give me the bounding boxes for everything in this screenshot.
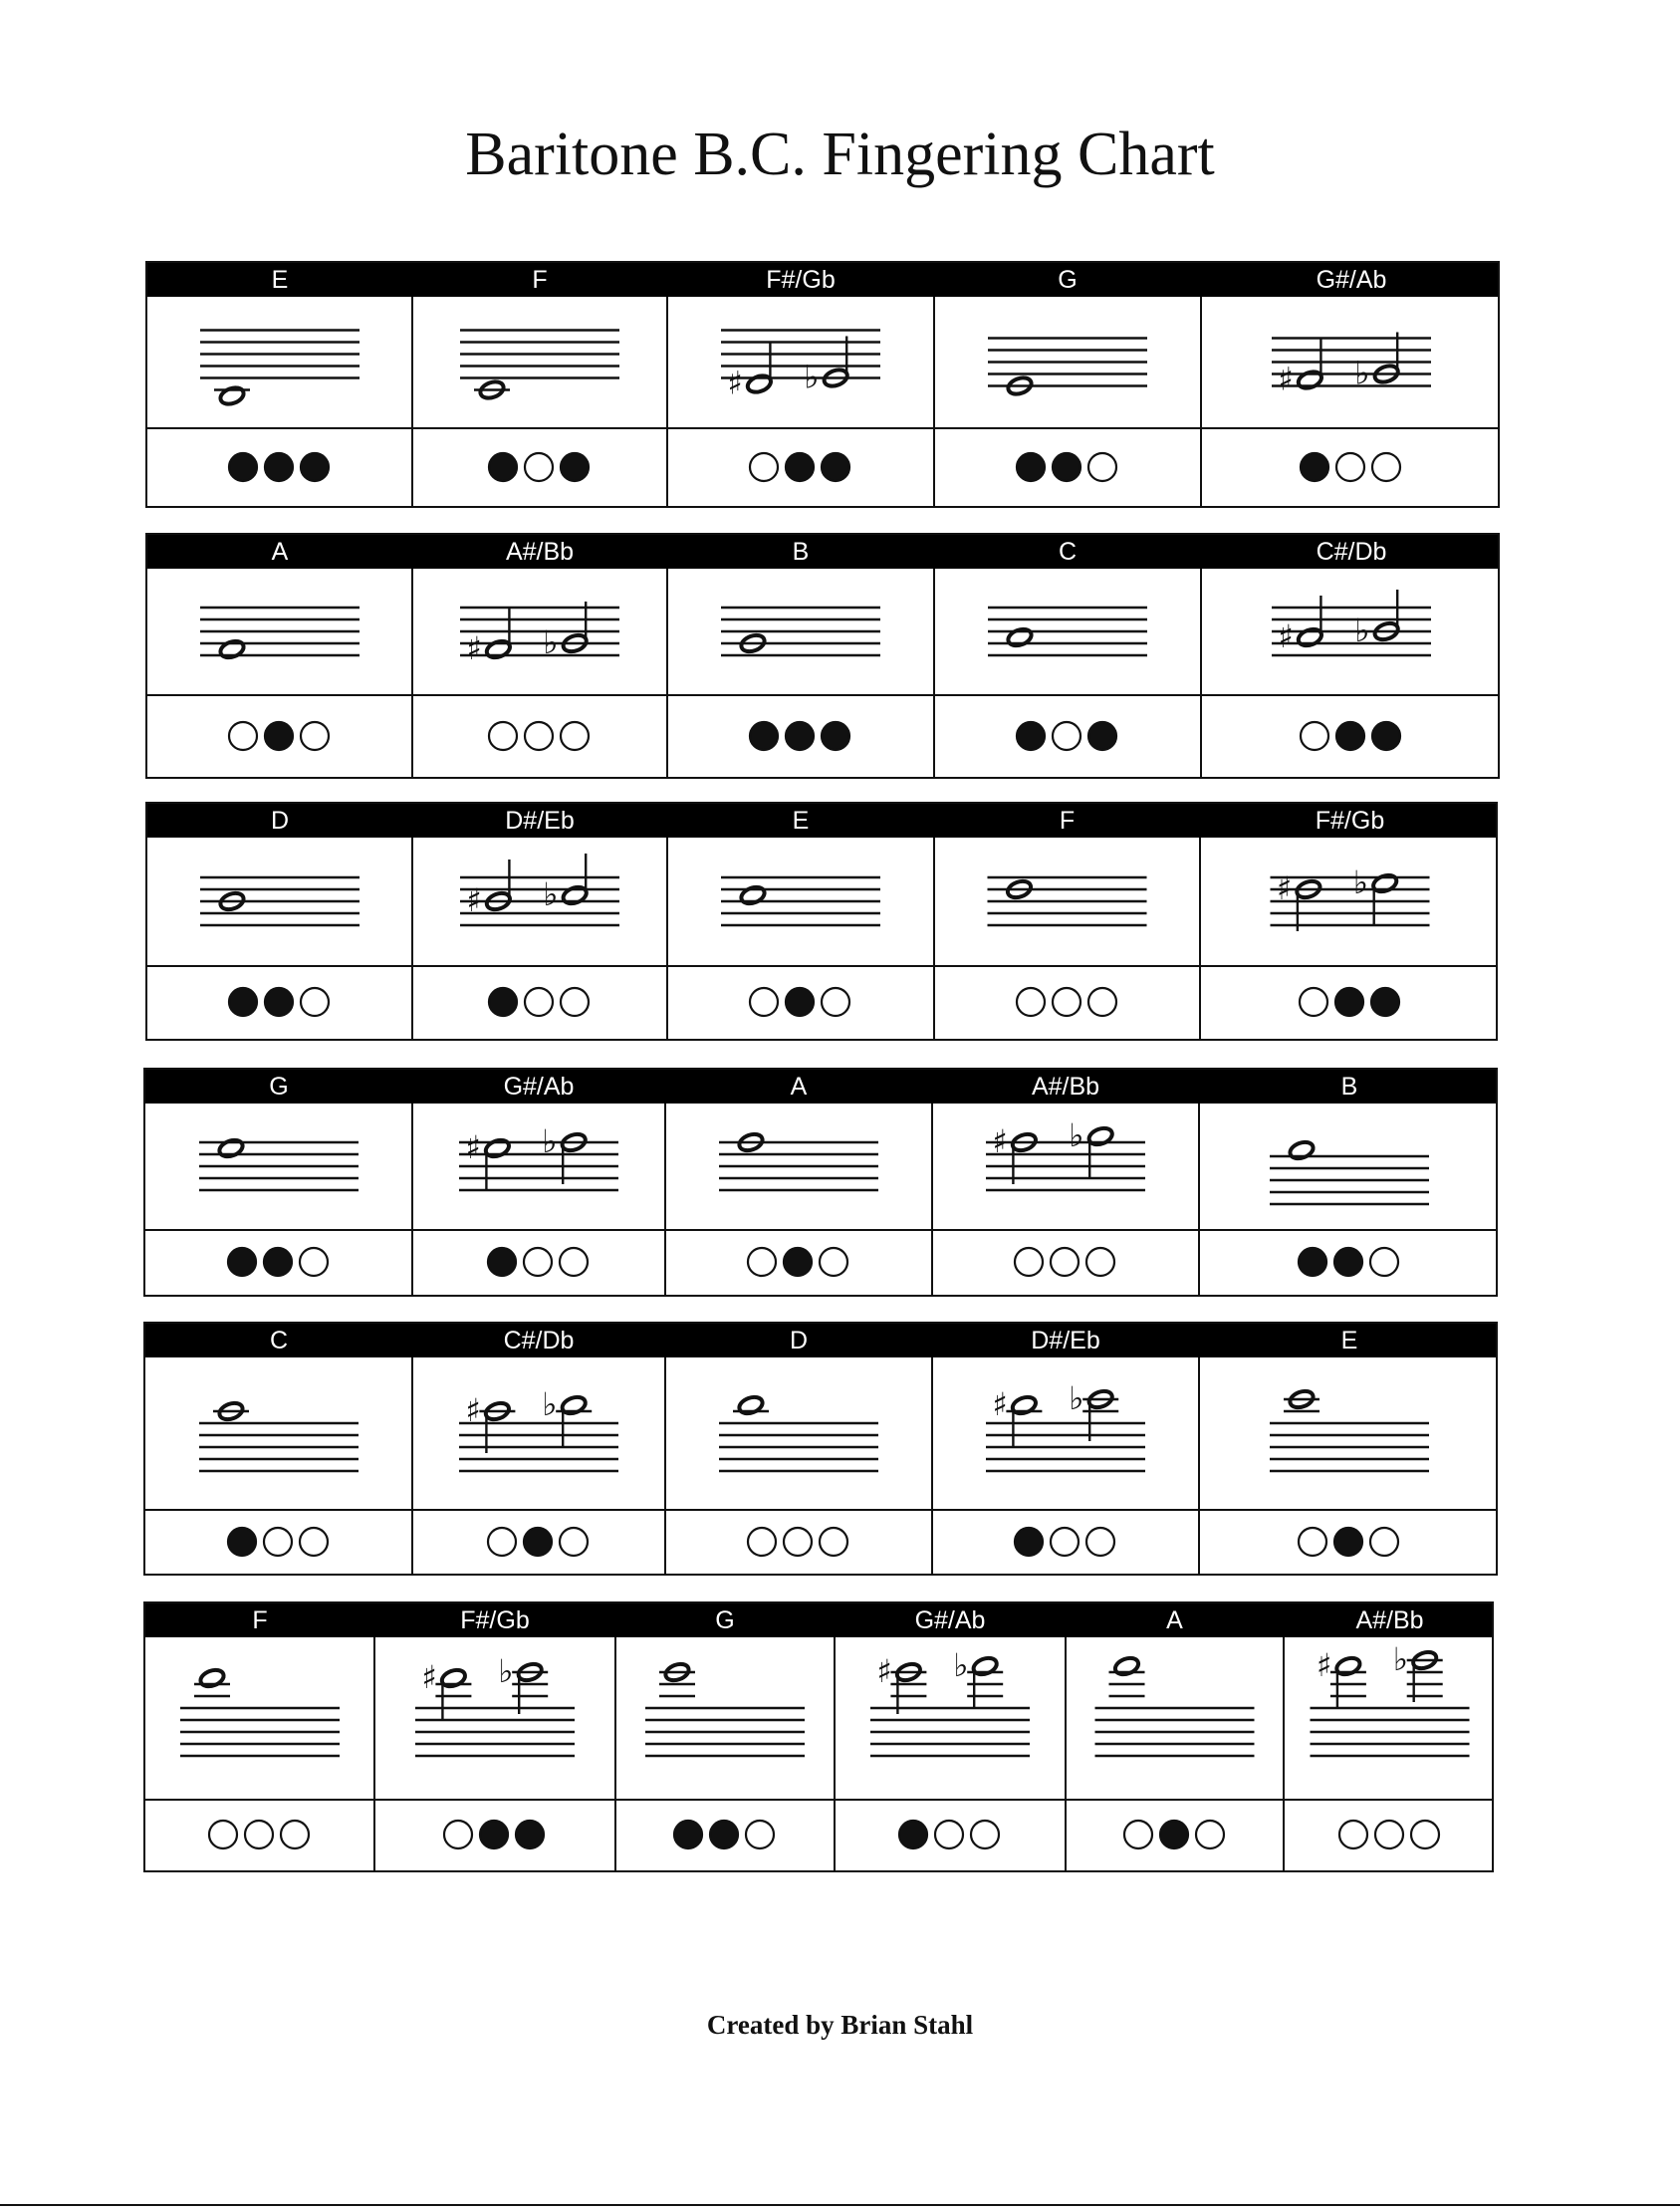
note-head-icon [217, 1137, 245, 1159]
note-name-label: C [269, 1327, 289, 1354]
valve-fingering [1199, 1244, 1500, 1280]
sharp-icon: ♯ [1276, 869, 1293, 907]
valve-pressed-icon [786, 722, 814, 750]
valve-fingering [145, 1244, 412, 1280]
note-name-label: G [715, 1606, 735, 1634]
valve-open-icon [1017, 988, 1045, 1016]
valve-pressed-icon [1334, 1528, 1362, 1556]
valve-fingering [147, 449, 412, 485]
valve-open-icon [561, 722, 589, 750]
valve-open-icon [1372, 453, 1400, 481]
note-name-label: A [1166, 1606, 1183, 1634]
note-name-label: A#/Bb [1355, 1606, 1424, 1634]
valve-pressed-icon [265, 988, 293, 1016]
note-staff [934, 297, 1201, 427]
note-head-icon [1297, 368, 1324, 390]
valve-fingering [1284, 1817, 1496, 1852]
note-name-label: B [792, 538, 810, 566]
valve-open-icon [1196, 1821, 1224, 1848]
valve-fingering [1200, 984, 1500, 1020]
valve-pressed-icon [674, 1821, 702, 1848]
note-staff [1200, 838, 1500, 965]
note-staff [147, 569, 412, 694]
valve-open-icon [561, 988, 589, 1016]
note-staff [835, 1637, 1066, 1799]
note-head-icon [218, 638, 246, 660]
flat-icon: ♭ [1354, 612, 1370, 649]
valve-open-icon [209, 1821, 237, 1848]
note-staff [934, 838, 1200, 965]
valve-open-icon [1339, 1821, 1367, 1848]
valve-pressed-icon [1335, 988, 1363, 1016]
note-staff [1284, 1637, 1496, 1799]
valve-fingering [932, 1244, 1199, 1280]
valve-open-icon [820, 1528, 847, 1556]
note-staff [147, 297, 412, 427]
note-staff [1201, 569, 1502, 694]
note-staff [1201, 297, 1502, 427]
note-staff [615, 1637, 835, 1799]
valve-fingering [1199, 1524, 1500, 1560]
valve-fingering [147, 718, 412, 754]
note-name-label: E [1340, 1327, 1358, 1354]
note-name-label: F [1059, 807, 1076, 835]
note-staff [412, 569, 667, 694]
valve-open-icon [525, 722, 553, 750]
row-divider [147, 427, 1498, 429]
fingering-row [145, 533, 1500, 779]
valve-fingering [934, 449, 1201, 485]
valve-open-icon [1051, 1248, 1079, 1276]
sharp-icon: ♯ [1278, 617, 1294, 655]
note-staff [667, 838, 934, 965]
row-divider [145, 1799, 1492, 1801]
flat-icon: ♭ [1352, 863, 1368, 901]
note-name-label: A#/Bb [1031, 1073, 1100, 1101]
valve-pressed-icon [750, 722, 778, 750]
valve-open-icon [750, 453, 778, 481]
note-name-label: F#/Gb [1315, 807, 1385, 835]
note-staff [412, 1104, 665, 1229]
page-bottom-rule [0, 2204, 1680, 2206]
sharp-icon: ♯ [1316, 1646, 1332, 1684]
valve-pressed-icon [1299, 1248, 1326, 1276]
valve-open-icon [229, 722, 257, 750]
valve-open-icon [748, 1248, 776, 1276]
note-staff [145, 1357, 412, 1509]
note-name-label: E [271, 266, 289, 294]
note-head-icon [737, 1394, 765, 1416]
note-head-icon [1297, 626, 1324, 648]
flat-icon: ♭ [1354, 354, 1370, 392]
note-head-icon [218, 384, 246, 406]
valve-open-icon [560, 1528, 588, 1556]
note-staff [1199, 1104, 1500, 1229]
flat-icon: ♭ [1392, 1640, 1408, 1678]
valve-fingering [665, 1524, 932, 1560]
valve-fingering [412, 1244, 665, 1280]
note-staff [932, 1104, 1199, 1229]
note-name-label: G#/Ab [503, 1073, 575, 1101]
sharp-icon: ♯ [466, 629, 482, 667]
valve-pressed-icon [480, 1821, 508, 1848]
sharp-icon: ♯ [992, 1385, 1008, 1423]
valve-pressed-icon [1372, 722, 1400, 750]
valve-open-icon [971, 1821, 999, 1848]
note-staff [145, 1637, 374, 1799]
note-staff [412, 297, 667, 427]
note-head-icon [1011, 1394, 1039, 1416]
sharp-icon: ♯ [1278, 360, 1294, 398]
valve-pressed-icon [229, 453, 257, 481]
valve-pressed-icon [1017, 453, 1045, 481]
valve-open-icon [525, 453, 553, 481]
fingering-row [143, 1068, 1498, 1297]
valve-pressed-icon [1015, 1528, 1043, 1556]
valve-open-icon [1015, 1248, 1043, 1276]
note-head-icon [484, 1137, 512, 1159]
valve-pressed-icon [1301, 453, 1328, 481]
valve-pressed-icon [822, 453, 849, 481]
note-head-icon [1086, 1125, 1114, 1147]
valve-fingering [412, 984, 667, 1020]
valve-open-icon [525, 988, 553, 1016]
valve-pressed-icon [561, 453, 589, 481]
valve-open-icon [1370, 1248, 1398, 1276]
flat-icon: ♭ [804, 358, 820, 396]
note-name-label: A [271, 538, 289, 566]
valve-open-icon [300, 1248, 328, 1276]
note-name-label: F#/Gb [766, 266, 836, 294]
note-head-icon [1113, 1655, 1141, 1677]
valve-pressed-icon [264, 1248, 292, 1276]
flat-icon: ♭ [542, 1385, 558, 1423]
note-name-label: D#/Eb [505, 807, 575, 835]
note-head-icon [1334, 1655, 1362, 1677]
valve-pressed-icon [1017, 722, 1045, 750]
valve-fingering [667, 449, 934, 485]
valve-fingering [1201, 718, 1502, 754]
valve-pressed-icon [488, 1248, 516, 1276]
note-head-icon [560, 1394, 588, 1416]
valve-pressed-icon [265, 453, 293, 481]
sharp-icon: ♯ [421, 1658, 437, 1696]
valve-open-icon [1088, 988, 1116, 1016]
flat-icon: ♭ [543, 623, 559, 661]
valve-open-icon [820, 1248, 847, 1276]
valve-fingering [932, 1524, 1199, 1560]
valve-pressed-icon [489, 988, 517, 1016]
note-staff [1199, 1357, 1500, 1509]
note-name-label: A#/Bb [505, 538, 575, 566]
flat-icon: ♭ [542, 1122, 558, 1160]
note-staff [145, 1104, 412, 1229]
valve-open-icon [1124, 1821, 1152, 1848]
valve-open-icon [784, 1528, 812, 1556]
valve-open-icon [748, 1528, 776, 1556]
valve-fingering [1066, 1817, 1284, 1852]
sharp-icon: ♯ [876, 1652, 892, 1690]
valve-fingering [145, 1817, 374, 1852]
note-staff [667, 297, 934, 427]
note-name-label: A [790, 1073, 808, 1101]
valve-open-icon [301, 722, 329, 750]
flat-icon: ♭ [1069, 1116, 1084, 1154]
note-staff [665, 1104, 932, 1229]
valve-pressed-icon [301, 453, 329, 481]
note-name-label: D [789, 1327, 809, 1354]
valve-open-icon [444, 1821, 472, 1848]
valve-pressed-icon [524, 1528, 552, 1556]
valve-pressed-icon [710, 1821, 738, 1848]
valve-fingering [412, 718, 667, 754]
valve-open-icon [1411, 1821, 1439, 1848]
note-name-label: C#/Db [503, 1327, 575, 1354]
sharp-icon: ♯ [466, 881, 482, 919]
valve-fingering [147, 984, 412, 1020]
valve-open-icon [750, 988, 778, 1016]
valve-fingering [145, 1524, 412, 1560]
note-staff [374, 1637, 615, 1799]
valve-open-icon [264, 1528, 292, 1556]
flat-icon: ♭ [1069, 1379, 1084, 1417]
valve-open-icon [1086, 1528, 1114, 1556]
note-head-icon [1288, 1139, 1316, 1161]
note-name-label: E [792, 807, 810, 835]
note-name-label: B [1340, 1073, 1358, 1101]
valve-open-icon [524, 1248, 552, 1276]
valve-open-icon [245, 1821, 273, 1848]
valve-pressed-icon [228, 1528, 256, 1556]
valve-fingering [412, 1524, 665, 1560]
valve-pressed-icon [1334, 1248, 1362, 1276]
valve-open-icon [1053, 722, 1080, 750]
note-staff [934, 569, 1201, 694]
valve-open-icon [488, 1528, 516, 1556]
valve-open-icon [746, 1821, 774, 1848]
valve-pressed-icon [786, 988, 814, 1016]
valve-fingering [835, 1817, 1066, 1852]
note-staff [665, 1357, 932, 1509]
flat-icon: ♭ [953, 1646, 969, 1684]
valve-pressed-icon [489, 453, 517, 481]
valve-fingering [667, 718, 934, 754]
row-divider [147, 965, 1496, 967]
valve-open-icon [1300, 988, 1327, 1016]
fingering-row [145, 802, 1498, 1041]
valve-pressed-icon [1371, 988, 1399, 1016]
valve-pressed-icon [899, 1821, 927, 1848]
valve-open-icon [489, 722, 517, 750]
valve-open-icon [1086, 1248, 1114, 1276]
note-name-label: G [1058, 266, 1078, 294]
valve-open-icon [1336, 453, 1364, 481]
row-divider [145, 1509, 1496, 1511]
valve-pressed-icon [1160, 1821, 1188, 1848]
valve-pressed-icon [784, 1248, 812, 1276]
valve-fingering [615, 1817, 835, 1852]
note-staff [932, 1357, 1199, 1509]
valve-open-icon [281, 1821, 309, 1848]
valve-fingering [934, 718, 1201, 754]
author-credit: Created by Brian Stahl [706, 2010, 974, 2040]
note-head-icon [485, 638, 513, 660]
note-staff [667, 569, 934, 694]
note-head-icon [739, 884, 767, 906]
valve-open-icon [560, 1248, 588, 1276]
valve-pressed-icon [786, 453, 814, 481]
valve-open-icon [1370, 1528, 1398, 1556]
valve-open-icon [301, 988, 329, 1016]
valve-pressed-icon [228, 1248, 256, 1276]
note-head-icon [440, 1667, 468, 1689]
valve-pressed-icon [1088, 722, 1116, 750]
valve-fingering [667, 984, 934, 1020]
note-head-icon [1371, 872, 1399, 894]
valve-open-icon [1053, 988, 1080, 1016]
row-divider [147, 694, 1498, 696]
valve-pressed-icon [229, 988, 257, 1016]
valve-pressed-icon [822, 722, 849, 750]
sharp-icon: ♯ [465, 1391, 481, 1429]
note-head-icon [971, 1655, 999, 1677]
note-name-label: D [270, 807, 290, 835]
note-name-label: D#/Eb [1031, 1327, 1100, 1354]
valve-open-icon [1301, 722, 1328, 750]
note-name-label: G [269, 1073, 289, 1101]
fingering-row [143, 1601, 1494, 1872]
valve-fingering [374, 1817, 615, 1852]
note-name-label: C#/Db [1316, 538, 1387, 566]
flat-icon: ♭ [543, 875, 559, 913]
sharp-icon: ♯ [465, 1128, 481, 1166]
valve-pressed-icon [1336, 722, 1364, 750]
valve-open-icon [1299, 1528, 1326, 1556]
note-name-label: G#/Ab [914, 1606, 986, 1634]
valve-pressed-icon [265, 722, 293, 750]
valve-open-icon [822, 988, 849, 1016]
note-head-icon [561, 884, 589, 906]
valve-open-icon [1051, 1528, 1079, 1556]
note-staff [412, 1357, 665, 1509]
valve-fingering [412, 449, 667, 485]
note-head-icon [1006, 626, 1034, 648]
valve-fingering [934, 984, 1200, 1020]
row-divider [145, 1229, 1496, 1231]
valve-fingering [1201, 449, 1502, 485]
sharp-icon: ♯ [992, 1122, 1008, 1160]
fingering-row [143, 1322, 1498, 1576]
note-name-label: F#/Gb [460, 1606, 530, 1634]
note-name-label: F [532, 266, 548, 294]
note-name-label: G#/Ab [1316, 266, 1387, 294]
sharp-icon: ♯ [727, 364, 743, 402]
note-name-label: C [1058, 538, 1078, 566]
note-head-icon [198, 1667, 226, 1689]
flat-icon: ♭ [498, 1652, 514, 1690]
note-staff [412, 838, 667, 965]
fingering-row [145, 261, 1500, 508]
note-head-icon [746, 372, 774, 394]
valve-open-icon [300, 1528, 328, 1556]
valve-fingering [665, 1244, 932, 1280]
valve-pressed-icon [516, 1821, 544, 1848]
page-title: Baritone B.C. Fingering Chart [465, 121, 1215, 188]
valve-open-icon [1375, 1821, 1403, 1848]
note-staff [147, 838, 412, 965]
note-name-label: F [252, 1606, 268, 1634]
valve-pressed-icon [1053, 453, 1080, 481]
valve-open-icon [1088, 453, 1116, 481]
valve-open-icon [935, 1821, 963, 1848]
note-staff [1066, 1637, 1284, 1799]
